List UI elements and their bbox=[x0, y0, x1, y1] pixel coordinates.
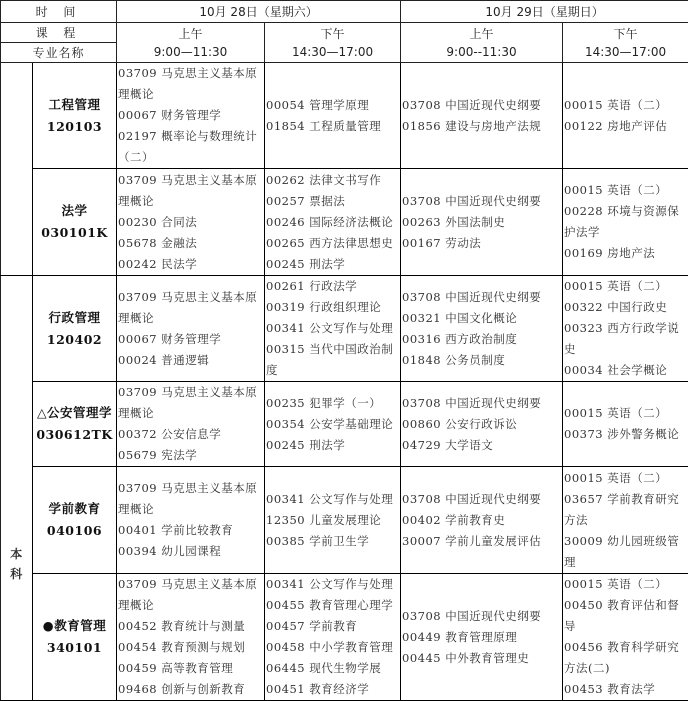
course-item: 00169 房地产法 bbox=[564, 243, 688, 264]
course-item: 00015 英语（二） bbox=[564, 468, 688, 489]
course-item: 00322 中国行政史 bbox=[564, 297, 688, 318]
day2-pm-time: 14:30—17:00 bbox=[563, 43, 688, 61]
sun-am-cell bbox=[401, 574, 563, 701]
course-item: 00323 西方行政学说史 bbox=[564, 318, 688, 360]
day1-am-header bbox=[117, 23, 265, 63]
major-code: 120402 bbox=[33, 329, 116, 351]
day1-am-time: 9:00—11:30 bbox=[117, 43, 264, 61]
course-item: 30009 幼儿园班级管理 bbox=[564, 531, 688, 573]
course-item: 05678 金融法 bbox=[118, 233, 264, 254]
major-name: △公安管理学 bbox=[33, 402, 116, 424]
level-cell bbox=[1, 276, 33, 701]
major-cell bbox=[33, 467, 117, 574]
course-item: 03708 中国近现代史纲要 bbox=[402, 606, 562, 627]
sun-am-cell bbox=[401, 382, 563, 467]
day2-am-header bbox=[401, 23, 563, 63]
sun-pm-cell bbox=[563, 276, 688, 382]
course-item: 00385 学前卫生学 bbox=[266, 531, 400, 552]
sun-am-cell bbox=[401, 169, 563, 276]
major-name: 行政管理 bbox=[33, 307, 116, 329]
sat-pm-cell bbox=[265, 276, 401, 382]
header-row-session bbox=[1, 23, 688, 43]
course-item: 30007 学前儿童发展评估 bbox=[402, 531, 562, 552]
course-item: 00263 外国法制史 bbox=[402, 212, 562, 233]
course-item: 00319 行政组织理论 bbox=[266, 297, 400, 318]
course-item: 12350 儿童发展理论 bbox=[266, 510, 400, 531]
sun-am-cell bbox=[401, 63, 563, 169]
major-code: 340101 bbox=[33, 637, 116, 659]
course-item: 03709 马克思主义基本原理概论 bbox=[118, 287, 264, 329]
major-name: ●教育管理 bbox=[33, 615, 116, 637]
course-item: 00265 西方法律思想史 bbox=[266, 233, 400, 254]
course-item: 00341 公文写作与处理 bbox=[266, 489, 400, 510]
course-item: 00167 劳动法 bbox=[402, 233, 562, 254]
course-item: 00341 公文写作与处理 bbox=[266, 574, 400, 595]
course-item: 00373 涉外警务概论 bbox=[564, 424, 688, 445]
course-item: 00015 英语（二） bbox=[564, 276, 688, 297]
course-item: 04729 大学语文 bbox=[402, 435, 562, 456]
day2-am-label: 上午 bbox=[401, 25, 562, 43]
major-name: 法学 bbox=[33, 200, 116, 222]
time-label: 时 间 bbox=[1, 1, 117, 23]
course-item: 00456 教育科学研究方法(二) bbox=[564, 637, 688, 679]
day2-date: 10月 29日（星期日） bbox=[401, 1, 688, 23]
day2-pm-header bbox=[563, 23, 688, 63]
major-cell bbox=[33, 574, 117, 701]
course-item: 01854 工程质量管理 bbox=[266, 116, 400, 137]
major-code: 030101K bbox=[33, 222, 116, 244]
level-cell-empty-top bbox=[1, 63, 33, 276]
course-item: 00316 西方政治制度 bbox=[402, 329, 562, 350]
sat-am-cell bbox=[117, 574, 265, 701]
major-cell bbox=[33, 382, 117, 467]
sun-pm-cell bbox=[563, 467, 688, 574]
day1-date: 10月 28日（星期六） bbox=[117, 1, 401, 23]
course-item: 00015 英语（二） bbox=[564, 574, 688, 595]
day2-am-time: 9:00--11:30 bbox=[401, 43, 562, 61]
course-item: 00246 国际经济法概论 bbox=[266, 212, 400, 233]
course-item: 03709 马克思主义基本原理概论 bbox=[118, 63, 264, 105]
course-item: 00454 教育预测与规划 bbox=[118, 637, 264, 658]
course-item: 00315 当代中国政治制度 bbox=[266, 339, 400, 381]
major-cell bbox=[33, 169, 117, 276]
course-item: 05679 宪法学 bbox=[118, 445, 264, 466]
course-item: 00261 行政法学 bbox=[266, 276, 400, 297]
course-item: 00257 票据法 bbox=[266, 191, 400, 212]
course-item: 03709 马克思主义基本原理概论 bbox=[118, 478, 264, 520]
course-item: 03708 中国近现代史纲要 bbox=[402, 191, 562, 212]
major-code: 040106 bbox=[33, 520, 116, 542]
course-item: 00015 英语（二） bbox=[564, 95, 688, 116]
sat-pm-cell bbox=[265, 63, 401, 169]
course-item: 03708 中国近现代史纲要 bbox=[402, 95, 562, 116]
major-cell bbox=[33, 276, 117, 382]
major-name: 工程管理 bbox=[33, 94, 116, 116]
course-item: 00372 公安信息学 bbox=[118, 424, 264, 445]
table-row bbox=[1, 574, 688, 701]
course-label: 课 程 bbox=[1, 23, 117, 43]
course-item: 01856 建设与房地产法规 bbox=[402, 116, 562, 137]
course-item: 00451 教育经济学 bbox=[266, 679, 400, 700]
course-item: 00015 英语（二） bbox=[564, 403, 688, 424]
sat-pm-cell bbox=[265, 574, 401, 701]
course-item: 00235 犯罪学（一） bbox=[266, 393, 400, 414]
major-name: 学前教育 bbox=[33, 498, 116, 520]
course-item: 00453 教育法学 bbox=[564, 679, 688, 700]
sun-pm-cell bbox=[563, 574, 688, 701]
course-item: 03709 马克思主义基本原理概论 bbox=[118, 574, 264, 616]
course-item: 00262 法律文书写作 bbox=[266, 170, 400, 191]
sat-am-cell bbox=[117, 382, 265, 467]
course-item: 00015 英语（二） bbox=[564, 180, 688, 201]
course-item: 00860 公安行政诉讼 bbox=[402, 414, 562, 435]
day1-am-label: 上午 bbox=[117, 25, 264, 43]
course-item: 03708 中国近现代史纲要 bbox=[402, 393, 562, 414]
course-item: 01848 公务员制度 bbox=[402, 350, 562, 371]
course-item: 03709 马克思主义基本原理概论 bbox=[118, 382, 264, 424]
day1-pm-label: 下午 bbox=[265, 25, 400, 43]
table-row bbox=[1, 63, 688, 169]
sat-pm-cell bbox=[265, 467, 401, 574]
course-item: 00230 合同法 bbox=[118, 212, 264, 233]
course-item: 06445 现代生物学展 bbox=[266, 658, 400, 679]
course-item: 00455 教育管理心理学 bbox=[266, 595, 400, 616]
course-item: 00401 学前比较教育 bbox=[118, 520, 264, 541]
table-row bbox=[1, 276, 688, 382]
major-cell bbox=[33, 63, 117, 169]
sun-am-cell bbox=[401, 276, 563, 382]
course-item: 03657 学前教育研究方法 bbox=[564, 489, 688, 531]
day1-pm-header bbox=[265, 23, 401, 63]
course-item: 00228 环境与资源保护法学 bbox=[564, 201, 688, 243]
sun-pm-cell bbox=[563, 169, 688, 276]
sun-pm-cell bbox=[563, 382, 688, 467]
course-item: 03708 中国近现代史纲要 bbox=[402, 287, 562, 308]
course-item: 00024 普通逻辑 bbox=[118, 350, 264, 371]
sat-am-cell bbox=[117, 63, 265, 169]
course-item: 00394 幼儿园课程 bbox=[118, 541, 264, 562]
course-item: 09468 创新与创新教育 bbox=[118, 679, 264, 700]
sat-pm-cell bbox=[265, 382, 401, 467]
sun-pm-cell bbox=[563, 63, 688, 169]
level-char-2: 科 bbox=[1, 564, 32, 584]
course-item: 00054 管理学原理 bbox=[266, 95, 400, 116]
major-code: 030612TK bbox=[33, 424, 116, 446]
sat-pm-cell bbox=[265, 169, 401, 276]
table-row bbox=[1, 382, 688, 467]
header-row-date bbox=[1, 1, 688, 23]
course-item: 00452 教育统计与测量 bbox=[118, 616, 264, 637]
sat-am-cell bbox=[117, 169, 265, 276]
course-item: 00445 中外教育管理史 bbox=[402, 648, 562, 669]
sat-am-cell bbox=[117, 467, 265, 574]
course-item: 00122 房地产评估 bbox=[564, 116, 688, 137]
sat-am-cell bbox=[117, 276, 265, 382]
course-item: 00450 教育评估和督导 bbox=[564, 595, 688, 637]
day1-pm-time: 14:30—17:00 bbox=[265, 43, 400, 61]
course-item: 00457 学前教育 bbox=[266, 616, 400, 637]
course-item: 00245 刑法学 bbox=[266, 435, 400, 456]
table-row bbox=[1, 467, 688, 574]
course-item: 00034 社会学概论 bbox=[564, 360, 688, 381]
course-item: 03709 马克思主义基本原理概论 bbox=[118, 170, 264, 212]
course-item: 00458 中小学教育管理 bbox=[266, 637, 400, 658]
level-char-1: 本 bbox=[1, 544, 32, 564]
course-item: 00321 中国文化概论 bbox=[402, 308, 562, 329]
course-item: 00067 财务管理学 bbox=[118, 105, 264, 126]
table-row bbox=[1, 169, 688, 276]
course-item: 00459 高等教育管理 bbox=[118, 658, 264, 679]
course-item: 00449 教育管理原理 bbox=[402, 627, 562, 648]
course-item: 02197 概率论与数理统计（二） bbox=[118, 126, 264, 168]
sun-am-cell bbox=[401, 467, 563, 574]
course-item: 00402 学前教育史 bbox=[402, 510, 562, 531]
course-item: 03708 中国近现代史纲要 bbox=[402, 489, 562, 510]
course-item: 00067 财务管理学 bbox=[118, 329, 264, 350]
major-code: 120103 bbox=[33, 116, 116, 138]
course-item: 00354 公安学基础理论 bbox=[266, 414, 400, 435]
course-item: 00245 刑法学 bbox=[266, 254, 400, 275]
day2-pm-label: 下午 bbox=[563, 25, 688, 43]
major-label: 专业名称 bbox=[1, 43, 117, 63]
course-item: 00242 民法学 bbox=[118, 254, 264, 275]
course-item: 00341 公文写作与处理 bbox=[266, 318, 400, 339]
